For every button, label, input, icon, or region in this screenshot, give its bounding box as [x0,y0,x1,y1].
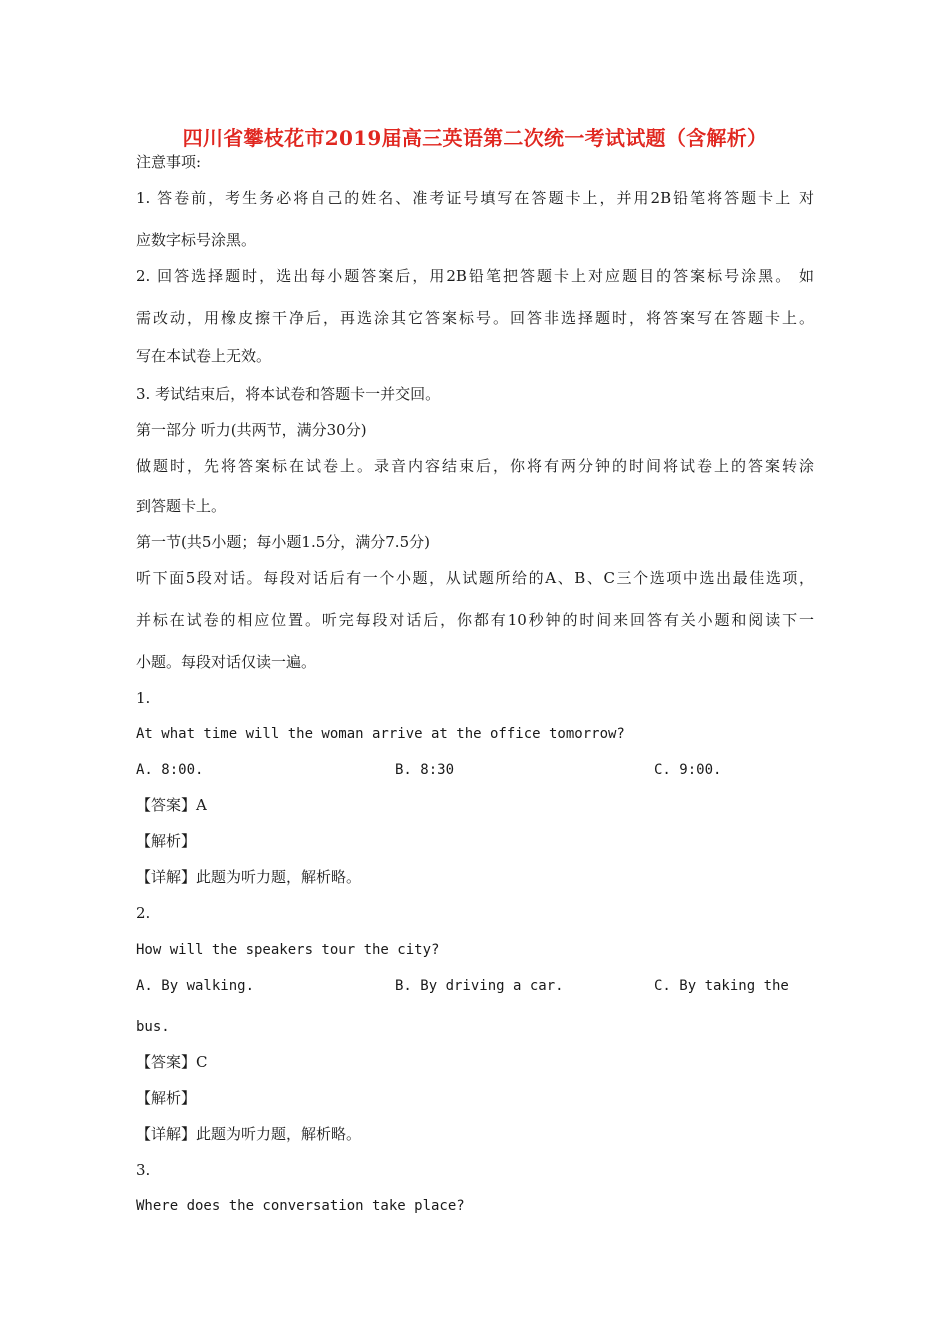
detail-label: 【详解】此题为听力题，解析略。 [136,868,362,886]
question-number: 2. [136,904,151,922]
notice-item-2-line-1: 2. 回答选择题时，选出每小题答案后，用2B铅笔把答题卡上对应题目的答案标号涂黑。 如 [136,267,814,285]
option-c: C. 9:00. [654,762,722,778]
option-b: B. By driving a car. [395,978,564,994]
section1-intro-line-1: 听下面5段对话。每段对话后有一个小题，从试题所给的A、B、C三个选项中选出最佳选项， [136,569,814,587]
notice-item-1-line-1: 1. 答卷前，考生务必将自己的姓名、准考证号填写在答题卡上，并用2B铅笔将答题卡上 对 [136,189,814,207]
section1-intro-line-3: 小题。每段对话仅读一遍。 [136,653,317,671]
notice-item-3: 3. 考试结束后，将本试卷和答题卡一并交回。 [136,385,441,403]
answer-label: 【答案】A [136,796,207,814]
part1-intro-line-2: 到答题卡上。 [136,497,227,515]
question-stem: At what time will the woman arrive at the office tomorrow? [136,726,625,742]
question-number: 1. [136,689,151,707]
answer-label: 【答案】C [136,1053,208,1071]
analysis-label: 【解析】 [136,1089,197,1107]
option-a: A. 8:00. [136,762,204,778]
section1-heading: 第一节(共5小题；每小题1.5分，满分7.5分) [136,533,430,551]
notice-heading: 注意事项: [136,153,202,171]
option-c-continuation: bus. [136,1019,170,1035]
part1-heading: 第一部分 听力(共两节，满分30分) [136,421,367,439]
part1-intro-line-1: 做题时，先将答案标在试卷上。录音内容结束后，你将有两分钟的时间将试卷上的答案转涂 [136,457,814,475]
notice-item-2-line-2: 需改动，用橡皮擦干净后，再选涂其它答案标号。回答非选择题时，将答案写在答题卡上。 [136,309,814,327]
option-c: C. By taking the [654,978,789,994]
detail-label: 【详解】此题为听力题，解析略。 [136,1125,362,1143]
question-stem: Where does the conversation take place? [136,1198,465,1214]
option-a: A. By walking. [136,978,255,994]
notice-item-2-line-3: 写在本试卷上无效。 [136,347,272,365]
question-stem: How will the speakers tour the city? [136,942,440,958]
notice-item-1-line-2: 应数字标号涂黑。 [136,231,257,249]
option-b: B. 8:30 [395,762,455,778]
question-number: 3. [136,1161,151,1179]
analysis-label: 【解析】 [136,832,197,850]
document-title: 四川省攀枝花市2019届高三英语第二次统一考试试题（含解析） [182,126,768,150]
section1-intro-line-2: 并标在试卷的相应位置。听完每段对话后，你都有10秒钟的时间来回答有关小题和阅读下一 [136,611,814,629]
